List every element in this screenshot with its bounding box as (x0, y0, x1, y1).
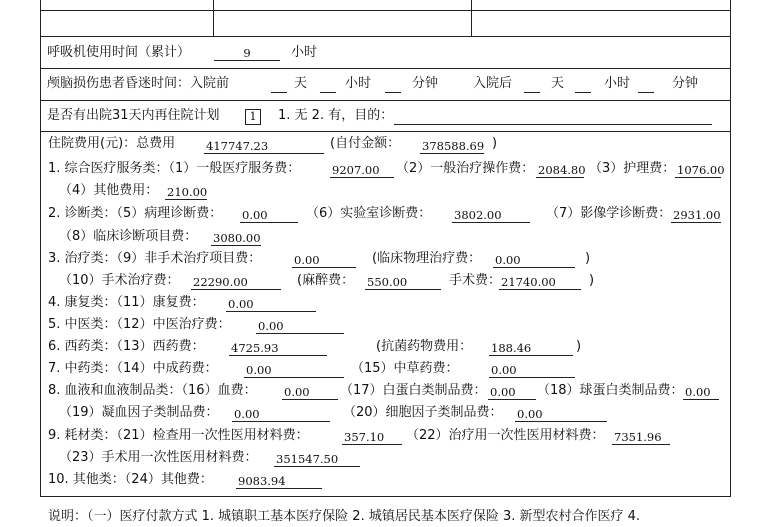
c5-label: 5. 中医类：（12）中医治疗费： (48, 317, 231, 332)
c9-l23: （23）手术用一次性医用材料费： (59, 450, 258, 465)
c1-l4: （4）其他费用： (59, 183, 159, 198)
coma-label: 颅脑损伤患者昏迷时间：入院前 (47, 76, 230, 91)
coma-after-minute: 分钟 (672, 76, 699, 91)
c3-l10b: 手术费： (449, 273, 502, 288)
cell-divider (471, 0, 472, 36)
c8-l20: （20）细胞因子类制品费： (343, 405, 503, 420)
c3-v9: 0.00 (292, 253, 356, 268)
c6-p13: ) (576, 339, 582, 354)
row-divider (41, 100, 730, 101)
readmit-options: 1. 无 2. 有，目的： (278, 108, 394, 123)
row-divider (41, 131, 730, 132)
c1-v1: 9207.00 (330, 163, 394, 178)
c8-label: 8. 血液和血液制品类：（16）血费： (48, 383, 257, 398)
c8-v20: 0.00 (515, 407, 607, 422)
row-divider (41, 68, 730, 69)
readmit-label: 是否有出院31天内再住院计划 (47, 108, 220, 123)
c8-v18: 0.00 (683, 385, 719, 400)
c6-v13: 4725.93 (229, 341, 327, 356)
coma-after-day: 天 (551, 76, 565, 91)
c3-l10: （10）手术治疗费： (59, 273, 180, 288)
c2-v5: 0.00 (240, 208, 298, 223)
c6-v13b: 188.46 (489, 341, 573, 356)
blank-line (385, 92, 401, 93)
blank-line (638, 92, 654, 93)
c2-l6: （6）实验室诊断费： (306, 206, 432, 221)
c3-p9b: ) (585, 251, 591, 266)
c2-label: 2. 诊断类：（5）病理诊断费： (48, 206, 223, 221)
footer-note: 说明：（一）医疗付款方式 1. 城镇职工基本医疗保险 2. 城镇居民基本医疗保险 3. 新型农村合作医疗 4. (48, 509, 641, 524)
ventilator-unit: 小时 (291, 45, 318, 60)
c9-label: 9. 耗材类：（21）检查用一次性医用材料费： (48, 428, 309, 443)
c9-v21: 357.10 (342, 430, 402, 445)
c1-l2: （2）一般治疗操作费： (396, 161, 535, 176)
c9-l22: （22）治疗用一次性医用材料费： (406, 428, 605, 443)
form-frame (40, 0, 731, 497)
c7-l15: （15）中草药费： (351, 361, 459, 376)
c1-v4: 210.00 (167, 185, 208, 199)
c2-v7: 2931.00 (673, 208, 721, 222)
cell-divider (213, 0, 214, 36)
self-label: (自付金额： (330, 136, 401, 151)
c3-l10a: (麻醉费： (297, 273, 355, 288)
blank-line (320, 92, 336, 93)
c8-l19: （19）凝血因子类制品费： (59, 405, 219, 420)
c10-label: 10. 其他类：（24）其他费： (48, 472, 213, 487)
c2-v8: 3080.00 (213, 231, 261, 245)
c2-l7: （7）影像学诊断费： (546, 206, 672, 221)
coma-before-hour: 小时 (345, 76, 372, 91)
c3-p10: ) (589, 273, 595, 288)
c3-l9b: (临床物理治疗费： (372, 251, 482, 266)
c3-v9b: 0.00 (493, 253, 575, 268)
c3-v10b: 21740.00 (499, 275, 581, 290)
readmit-checkbox[interactable]: 1 (245, 109, 261, 125)
total-label: 住院费用(元)：总费用 (48, 136, 176, 151)
c9-v22: 7351.96 (612, 430, 670, 445)
coma-after-label: 入院后 (473, 76, 513, 91)
coma-before-day: 天 (294, 76, 308, 91)
c8-v17: 0.00 (488, 385, 536, 400)
c10-v24: 9083.94 (236, 474, 322, 489)
c8-l17: （17）白蛋白类制品费： (340, 383, 487, 398)
blank-line (524, 92, 540, 93)
c3-v10: 22290.00 (191, 275, 281, 290)
ventilator-value: 9 (214, 46, 280, 61)
c4-label: 4. 康复类：（11）康复费： (48, 295, 205, 310)
c8-v16: 0.00 (282, 385, 338, 400)
c8-l18: （18）球蛋白类制品费： (537, 383, 684, 398)
row-divider (41, 36, 730, 37)
c5-v12: 0.00 (256, 319, 344, 334)
c6-label: 6. 西药类：（13）西药费： (48, 339, 205, 354)
self-value: 378588.69 (422, 139, 485, 153)
ventilator-label: 呼吸机使用时间（累计） (47, 45, 191, 60)
c1-label: 1. 综合医疗服务类：（1）一般医疗服务费： (48, 161, 301, 176)
c8-v19: 0.00 (232, 407, 330, 422)
c1-v2: 2084.80 (538, 163, 586, 177)
readmit-purpose-line[interactable] (394, 108, 712, 125)
c1-v3: 1076.00 (677, 163, 725, 177)
c6-l13b: (抗菌药物费用： (376, 339, 473, 354)
blank-line (271, 92, 287, 93)
c2-l8: （8）临床诊断项目费： (59, 229, 198, 244)
coma-after-hour: 小时 (604, 76, 631, 91)
c7-v15: 0.00 (489, 363, 575, 378)
total-value: 417747.23 (204, 139, 324, 154)
c2-v6: 3802.00 (452, 208, 530, 223)
coma-before-minute: 分钟 (412, 76, 439, 91)
c9-v23: 351547.50 (274, 452, 360, 467)
c4-v11: 0.00 (226, 297, 316, 312)
row-divider (41, 10, 730, 11)
blank-line (575, 92, 591, 93)
c7-label: 7. 中药类：（14）中成药费： (48, 361, 218, 376)
c7-v14: 0.00 (244, 363, 344, 378)
c1-l3: （3）护理费： (589, 161, 676, 176)
c3-v10a: 550.00 (365, 275, 441, 290)
c3-label: 3. 治疗类：（9）非手术治疗项目费： (48, 251, 262, 266)
self-close: ) (492, 136, 498, 151)
